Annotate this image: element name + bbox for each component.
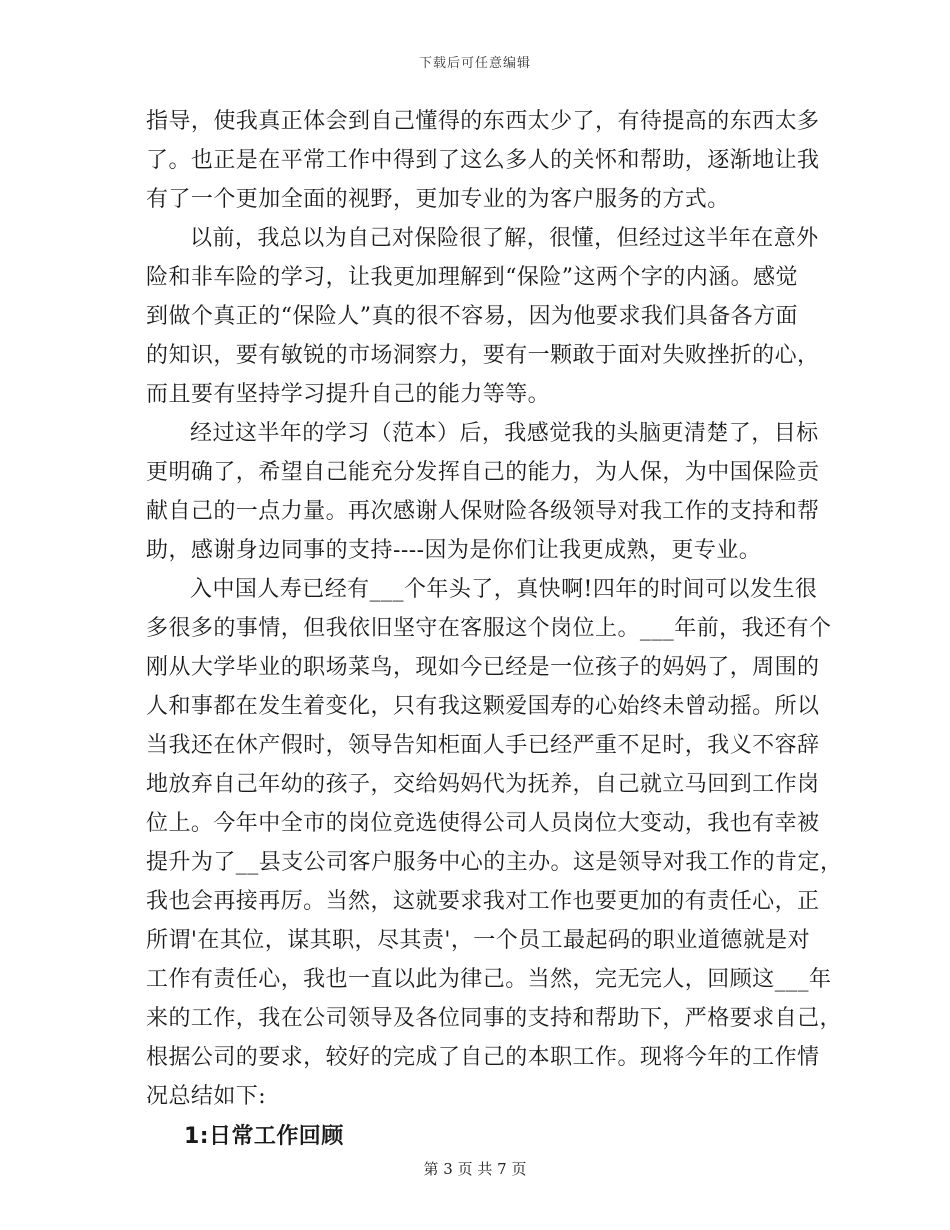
paragraph-line: 位上。今年中全市的岗位竞选使得公司人员岗位大变动，我也有幸被 xyxy=(146,811,820,836)
paragraph-line: 更明确了，希望自己能充分发挥自己的能力，为人保，为中国保险贡 xyxy=(146,460,820,485)
paragraph-line: 根据公司的要求，较好的完成了自己的本职工作。现将今年的工作情 xyxy=(146,1045,820,1070)
paragraph-line: 入中国人寿已经有___个年头了，真快啊!四年的时间可以发生很 xyxy=(190,577,818,602)
paragraph-line: 当我还在休产假时，领导告知柜面人手已经严重不足时，我义不容辞 xyxy=(146,733,820,758)
paragraph-line: 到做个真正的“保险人”真的很不容易，因为他要求我们具备各方面 xyxy=(146,304,798,329)
paragraph-line: 所谓'在其位，谋其职，尽其责'，一个员工最起码的职业道德就是对 xyxy=(146,928,811,953)
section-heading: 1:日常工作回顾 xyxy=(184,1124,344,1149)
paragraph-line: 我也会再接再厉。当然，这就要求我对工作也要更加的有责任心，正 xyxy=(146,889,820,914)
paragraph-line: 的知识，要有敏锐的市场洞察力，要有一颗敢于面对失败挫折的心， xyxy=(146,343,820,368)
paragraph-line: 人和事都在发生着变化，只有我这颗爱国寿的心始终未曾动摇。所以 xyxy=(146,694,820,719)
paragraph-line: 而且要有坚持学习提升自己的能力等等。 xyxy=(146,382,551,407)
paragraph-line: 了。也正是在平常工作中得到了这么多人的关怀和帮助，逐渐地让我 xyxy=(146,148,820,173)
paragraph-line: 地放弃自己年幼的孩子，交给妈妈代为抚养，自己就立马回到工作岗 xyxy=(146,772,820,797)
page-number: 第 3 页 共 7 页 xyxy=(423,1160,527,1178)
paragraph-line: 指导，使我真正体会到自己懂得的东西太少了，有待提高的东西太多 xyxy=(146,109,820,134)
page-header-note: 下载后可任意编辑 xyxy=(418,56,531,71)
paragraph-line: 多很多的事情，但我依旧坚守在客服这个岗位上。___年前，我还有个 xyxy=(146,616,832,641)
document-body xyxy=(146,102,843,1157)
paragraph-line: 献自己的一点力量。再次感谢人保财险各级领导对我工作的支持和帮 xyxy=(146,499,820,524)
paragraph-line: 助，感谢身边同事的支持----因为是你们让我更成熟，更专业。 xyxy=(146,538,762,563)
paragraph-line: 况总结如下: xyxy=(146,1084,267,1109)
paragraph-line: 来的工作，我在公司领导及各位同事的支持和帮助下，严格要求自己， xyxy=(146,1006,842,1031)
paragraph-line: 有了一个更加全面的视野，更加专业的为客户服务的方式。 xyxy=(146,187,730,212)
paragraph-line: 工作有责任心，我也一直以此为律己。当然，完无完人，回顾这___年 xyxy=(146,967,832,992)
paragraph-line: 经过这半年的学习（范本）后，我感觉我的头脑更清楚了，目标 xyxy=(190,421,819,446)
paragraph-line: 刚从大学毕业的职场菜鸟，现如今已经是一位孩子的妈妈了，周围的 xyxy=(146,655,820,680)
paragraph-line: 险和非车险的学习，让我更加理解到“保险”这两个字的内涵。感觉 xyxy=(146,265,798,290)
paragraph-line: 以前，我总以为自己对保险很了解，很懂，但经过这半年在意外 xyxy=(190,226,819,251)
paragraph-line: 提升为了__县支公司客户服务中心的主办。这是领导对我工作的肯定， xyxy=(146,850,843,875)
